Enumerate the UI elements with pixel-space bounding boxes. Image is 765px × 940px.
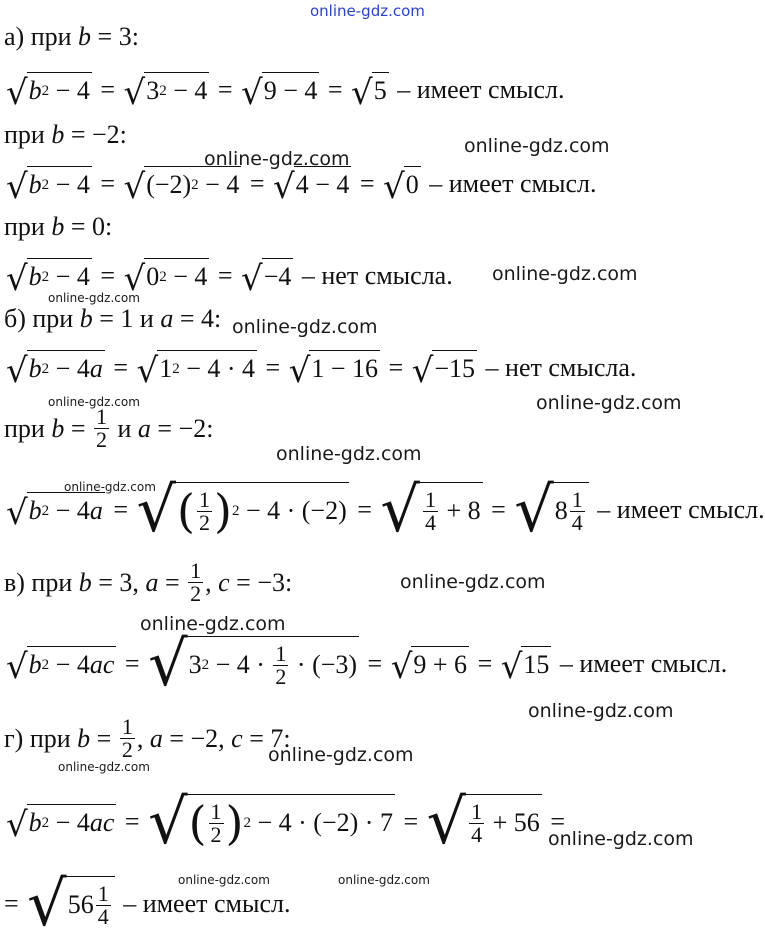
watermark: online-gdz.com: [528, 700, 674, 722]
watermark: online-gdz.com: [338, 873, 430, 887]
watermark: online-gdz.com: [536, 392, 682, 414]
watermark: online-gdz.com: [140, 613, 286, 635]
watermark: online-gdz.com: [64, 480, 156, 494]
part-g-eq1: √ b 2 − 4 ac = √ ( $\frac{1}{2}$ ) 2 − 4 · (−2) · 7 = √ $\frac{1}{4}$ + 56 =: [6, 785, 565, 858]
watermark: online-gdz.com: [492, 263, 638, 285]
part-g-header: г) при b = $\frac{1}{2}$ , a = −2, c = 7:: [4, 714, 291, 762]
header-watermark: online-gdz.com: [310, 2, 425, 20]
part-b-eq1: √ b 2 − 4 a = √ 1 2 − 4 · 4 = √ 1 − 16 = √ −15 – нет смысла.: [6, 351, 637, 391]
part-a-eq3: √ b 2 − 4 = √ 0 2 − 4 = √ −4 – нет смысла.: [6, 259, 453, 299]
watermark: online-gdz.com: [48, 291, 140, 305]
watermark: online-gdz.com: [232, 316, 378, 338]
watermark: online-gdz.com: [268, 744, 414, 766]
part-a-eq2: √ b 2 − 4 = √ (−2) 2 − 4 = √ 4 − 4 = √ 0 – имеет смысл.: [6, 167, 597, 207]
watermark: online-gdz.com: [548, 828, 694, 850]
watermark: online-gdz.com: [178, 873, 270, 887]
case-b-minus2: при b = −2:: [4, 120, 127, 149]
part-v-eq1: √ b 2 − 4 ac = √ 3 2 − 4 · $\frac{1}{2}$ · (−3) = √ 9 + 6 = √ 15 – имеет смысл.: [6, 627, 728, 700]
part-v-header: в) при b = 3, a = $\frac{1}{2}$ , c = −3:: [4, 558, 293, 606]
case-b-half: при b = $\frac{1}{2}$ и a = −2:: [4, 404, 214, 452]
watermark: online-gdz.com: [48, 395, 140, 409]
part-a-eq1: √ b 2 − 4 = √ 3 2 − 4 = √ 9 − 4 = √ 5 – имеет смысл.: [6, 73, 565, 113]
part-a-header: а) при b = 3:: [4, 22, 139, 51]
watermark: online-gdz.com: [464, 135, 610, 157]
part-b-header: б) при b = 1 и a = 4:: [4, 304, 222, 333]
watermark: online-gdz.com: [58, 760, 150, 774]
watermark: online-gdz.com: [204, 148, 350, 170]
watermark: online-gdz.com: [276, 443, 422, 465]
part-b-eq2: √ b 2 − 4 a = √ ( $\frac{1}{2}$ ) 2 − 4 · (−2) = √ $\frac{1}{4}$ + 8 = √ 8 $\frac{1}{4}$ – имеет смысл.: [6, 473, 765, 546]
part-g-eq2: = √ 56 $\frac{1}{4}$ – имеет смысл.: [4, 867, 291, 940]
watermark: online-gdz.com: [400, 571, 546, 593]
case-b-0: при b = 0:: [4, 212, 113, 241]
